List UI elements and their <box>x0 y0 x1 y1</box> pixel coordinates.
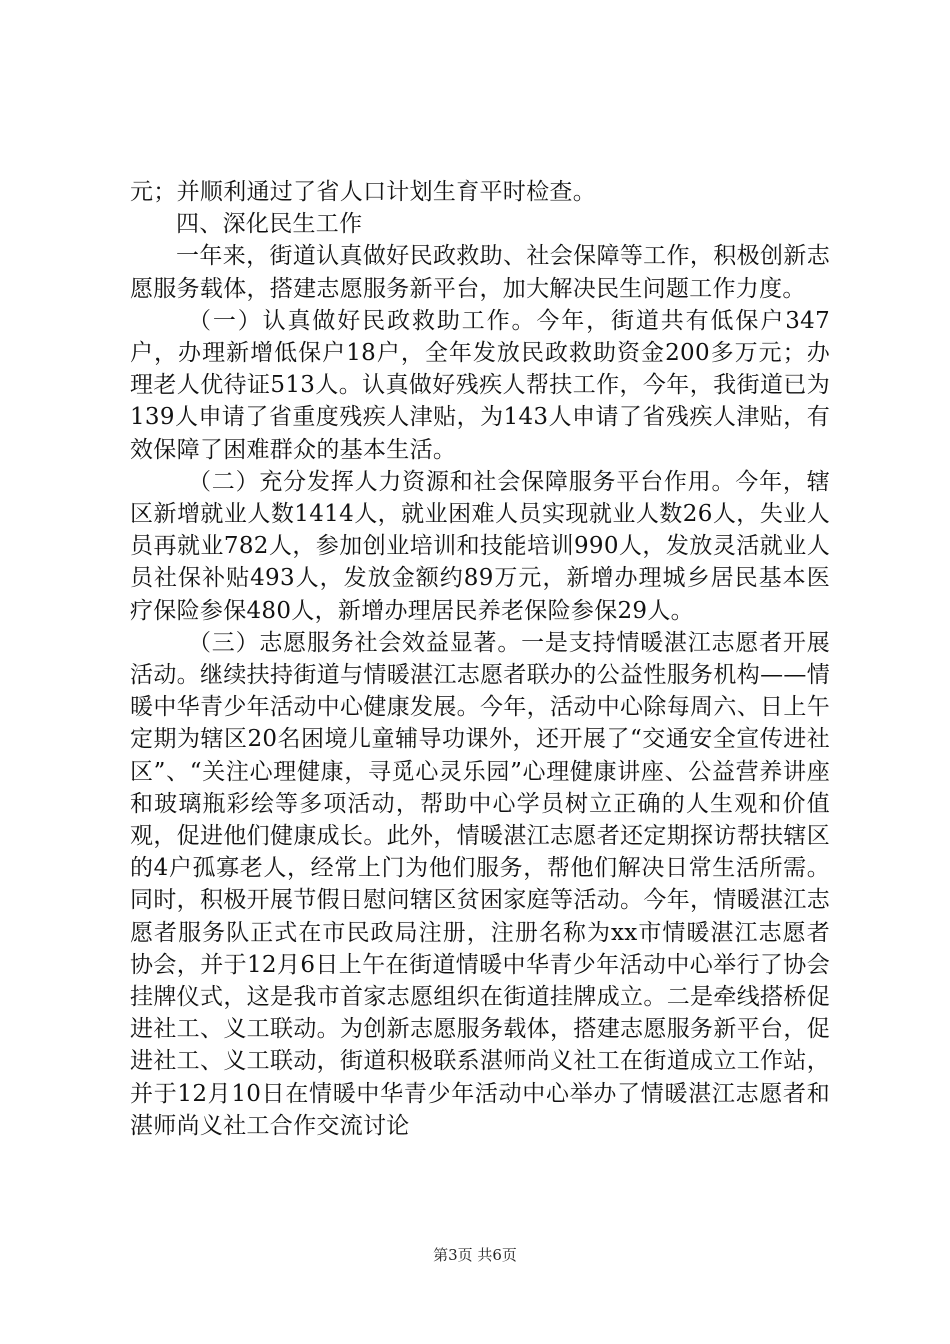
paragraph-volunteer-service: （三）志愿服务社会效益显著。一是支持情暖湛江志愿者开展活动。继续扶持街道与情暖湛江志愿者联办的公益性服务机构——情暖中华青少年活动中心健康发展。今年，活动中心除每周六、日上午定期为辖区20名困境儿童辅导功课外，还开展了“交通安全宣传进社区”、“关注心理健康，寻觅心灵乐园”心理健康讲座、公益营养讲座和玻璃瓶彩绘等多项活动，帮助中心学员树立正确的人生观和价值观，促进他们健康成长。此外，情暖湛江志愿者还定期探访帮扶辖区的4户孤寡老人，经常上门为他们服务，帮他们解决日常生活所需。同时，积极开展节假日慰问辖区贫困家庭等活动。今年，情暖湛江志愿者服务队正式在市民政局注册，注册名称为xx市情暖湛江志愿者协会，并于12月6日上午在街道情暖中华青少年活动中心举行了协会挂牌仪式，这是我市首家志愿组织在街道挂牌成立。二是牵线搭桥促进社工、义工联动。为创新志愿服务载体，搭建志愿服务新平台，促进社工、义工联动，街道积极联系湛师尚义社工在街道成立工作站，并于12月10日在情暖中华青少年活动中心举办了情暖湛江志愿者和湛师尚义社工合作交流讨论 <box>130 629 830 1139</box>
paragraph-civil-affairs: （一）认真做好民政救助工作。今年，街道共有低保户347户，办理新增低保户18户，全年发放民政救助资金200多万元；办理老人优待证513人。认真做好残疾人帮扶工作，今年，我街道已为139人申请了省重度残疾人津贴，为143人申请了省残疾人津贴，有效保障了困难群众的基本生活。 <box>130 307 830 463</box>
page-number-footer: 第3页 共6页 <box>433 1246 517 1264</box>
document-body <box>130 176 830 1142</box>
paragraph-intro: 一年来，街道认真做好民政救助、社会保障等工作，积极创新志愿服务载体，搭建志愿服务新平台，加大解决民生问题工作力度。 <box>130 243 830 302</box>
paragraph-continuation: 元；并顺利通过了省人口计划生育平时检查。 <box>130 179 596 205</box>
paragraph-social-security: （二）充分发挥人力资源和社会保障服务平台作用。今年，辖区新增就业人数1414人，就业困难人员实现就业人数26人，失业人员再就业782人，参加创业培训和技能培训990人，发放灵活就业人员社保补贴493人，发放金额约89万元，新增办理城乡居民基本医疗保险参保480人，新增办理居民养老保险参保29人。 <box>130 468 830 624</box>
section-heading: 四、深化民生工作 <box>176 211 363 238</box>
